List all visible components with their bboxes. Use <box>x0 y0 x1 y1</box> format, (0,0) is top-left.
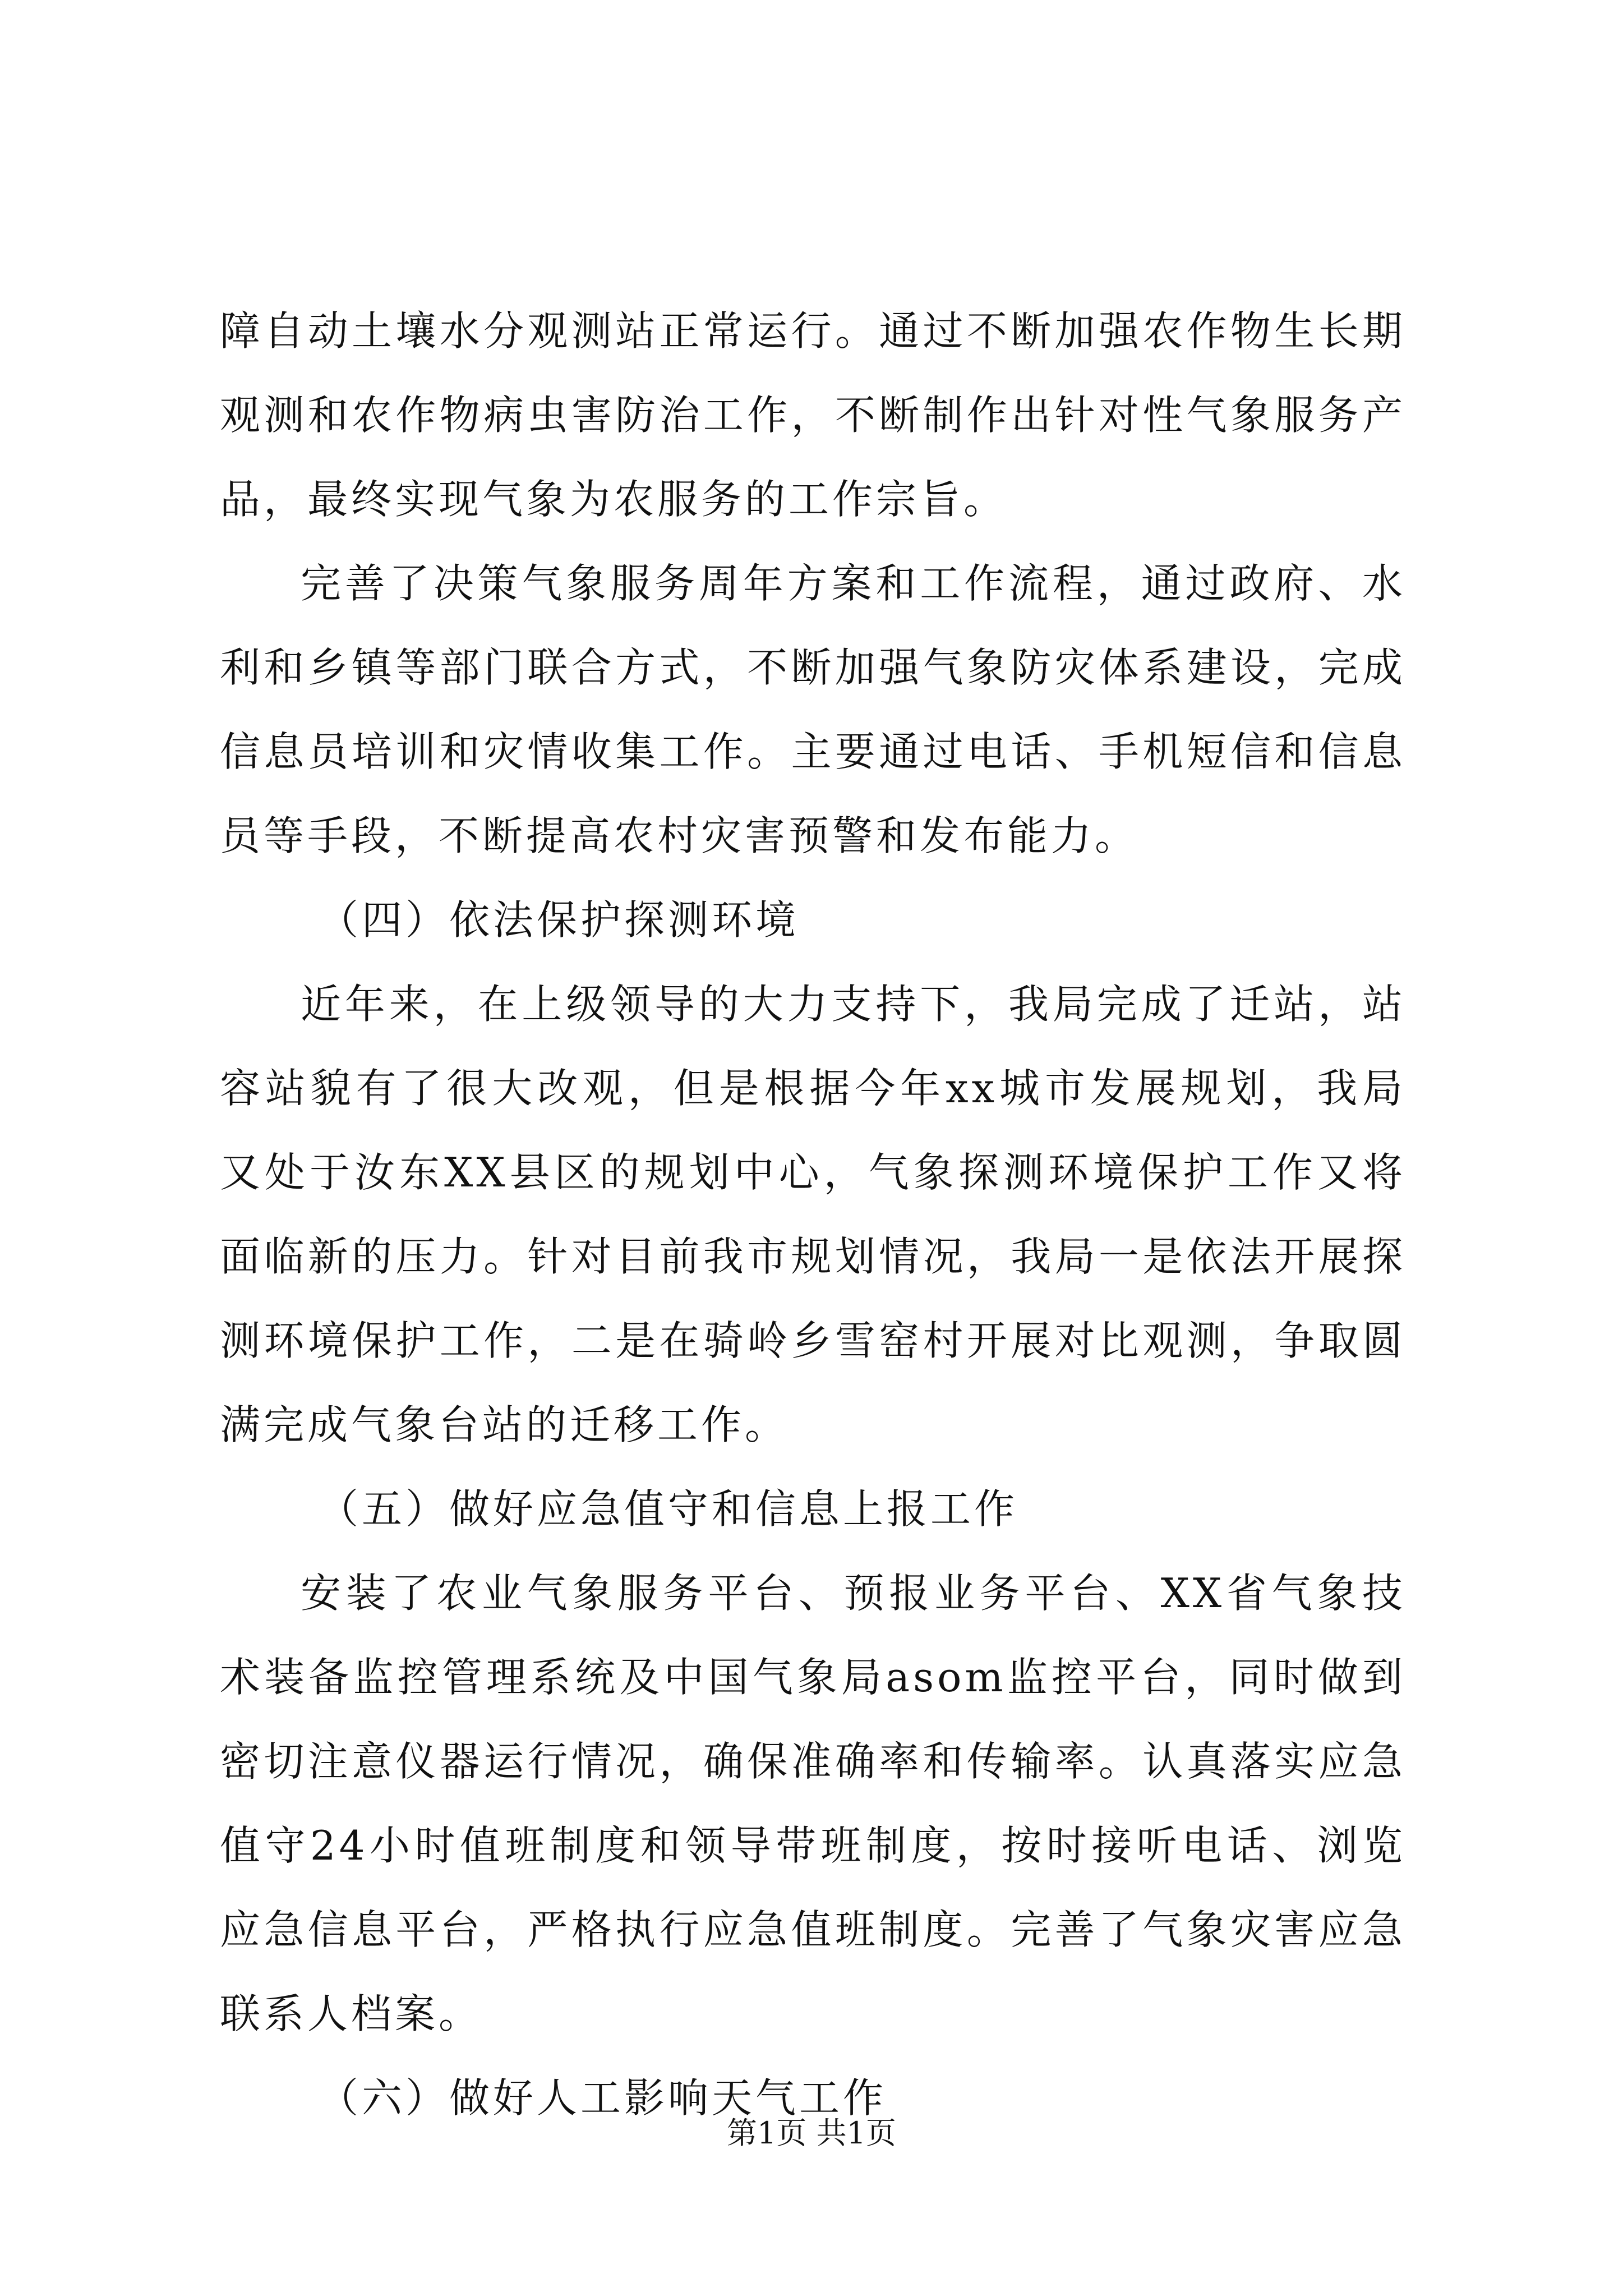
section-heading-5: （五）做好应急值守和信息上报工作 <box>318 1485 1018 1533</box>
paragraph-decision-service: 完善了决策气象服务周年方案和工作流程，通过政府、水利和乡镇等部门联合方式，不断加强气象防灾体系建设，完成信息员培训和灾情收集工作。主要通过电话、手机短信和信息员等手段，不断提高农村灾害预警和发布能力。 <box>220 560 1406 859</box>
paragraph-environment-protection: 近年来，在上级领导的大力支持下，我局完成了迁站，站容站貌有了很大改观，但是根据今年xx城市发展规划，我局又处于汝东XX县区的规划中心，气象探测环境保护工作又将面临新的压力。针对目前我市规划情况，我局一是依法开展探测环境保护工作，二是在骑岭乡雪窑村开展对比观测，争取圆满完成气象台站的迁移工作。 <box>220 981 1406 1448</box>
section-heading-4: （四）依法保护探测环境 <box>318 896 800 944</box>
page-footer: 第1页 共1页 <box>727 2115 896 2151</box>
paragraph-continuation: 障自动土壤水分观测站正常运行。通过不断加强农作物生长期观测和农作物病虫害防治工作，不断制作出针对性气象服务产品，最终实现气象为农服务的工作宗旨。 <box>220 307 1406 523</box>
document-body <box>220 289 1406 2140</box>
paragraph-emergency-duty: 安装了农业气象服务平台、预报业务平台、XX省气象技术装备监控管理系统及中国气象局asom监控平台，同时做到密切注意仪器运行情况，确保准确率和传输率。认真落实应急值守24小时值班制度和领导带班制度，按时接听电话、浏览应急信息平台，严格执行应急值班制度。完善了气象灾害应急联系人档案。 <box>220 1570 1406 2037</box>
section-heading-6: （六）做好人工影响天气工作 <box>318 2074 887 2122</box>
